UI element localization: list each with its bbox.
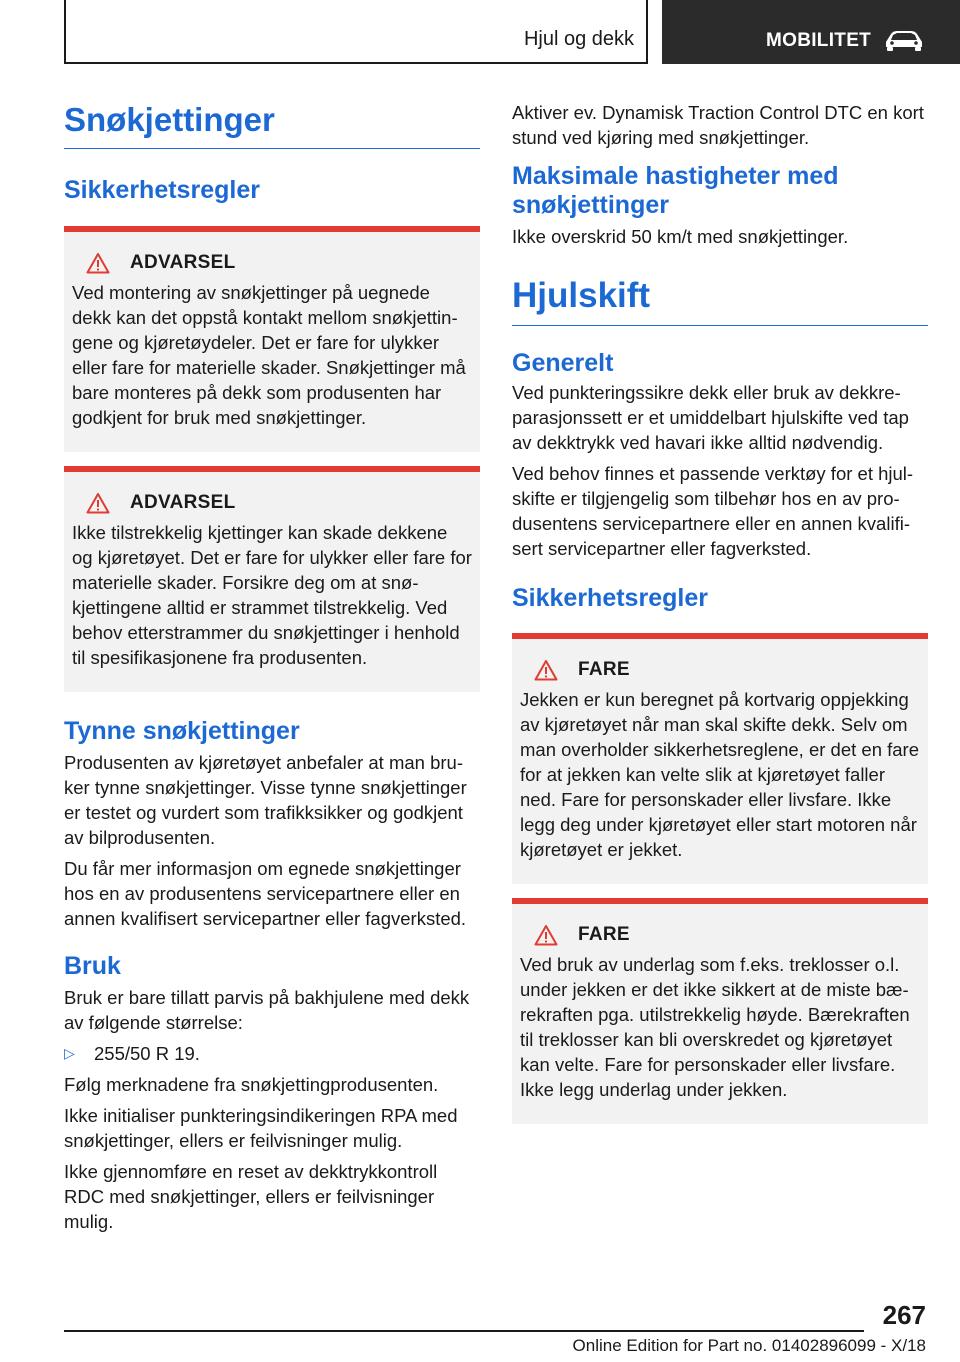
heading-thin-snow-chains: Tynne snøkjettinger (64, 716, 300, 745)
section-title-wheel-change: Hjulskift (512, 275, 928, 326)
paragraph: Ikke initialiser punkteringsindikeringen RPA med snøkjettinger, ellers er feilvisninger mulig. (64, 1104, 458, 1151)
paragraph: Ved behov finnes et passende verktøy for et hjulskifte er tilgjengelig som tilbehør hos en av produsentens servicepartnere eller en annen kvalifisert servicepartner eller fagverksted. (512, 463, 914, 559)
heading-max-speeds: Maksimale hastigheter med snøkjettinger (512, 162, 839, 219)
page-number: 267 (882, 1300, 926, 1330)
header-chapter-tab (662, 0, 960, 64)
paragraph: Du får mer informasjon om egnede snøkjettinger hos en av produsentens servicepartnere eller en annen kvalifisert servicepartner eller fagverksted. (64, 857, 467, 929)
footer-edition-text: Online Edition for Part no. 01402896099 - X/18 (572, 1336, 926, 1355)
warning-text: Ved montering av snøkjettinger på uegnede dekk kan det oppstå kontakt mellom snøkjettingene og kjøretøydeler. Det er fare for ulykker eller fare for materielle skader. Snøkjettinger må bare monteres på dekk som produsenten har godkjent for bruk med snøkjettinger. (72, 281, 466, 428)
danger-box-2 (512, 898, 928, 1124)
header-frame (64, 0, 648, 64)
danger-label: FARE (578, 924, 630, 945)
footer-divider (64, 1330, 864, 1332)
danger-box-1 (512, 633, 928, 884)
section-title-snow-chains: Snøkjettinger (64, 100, 480, 149)
paragraph: Produsenten av kjøretøyet anbefaler at man bruker tynne snøkjettinger. Visse tynne snøkjettinger er testet og vurdert som trafikksikker og godkjent av bilprodusenten. (64, 751, 467, 848)
warning-triangle-icon (86, 252, 110, 274)
warning-triangle-icon (534, 659, 558, 681)
list-item (64, 1041, 480, 1066)
heading-safety-rules: Sikkerhetsregler (64, 175, 260, 204)
paragraph: Ikke gjennomføre en reset av dekktrykkontroll RDC med snøkjettinger, ellers er feilvisninger mulig. (64, 1160, 438, 1232)
list-item-text: 255/50 R 19. (94, 1042, 200, 1064)
triangle-bullet-icon: ▷ (64, 1044, 75, 1061)
right-column (512, 100, 928, 1124)
heading-general: Generelt (512, 349, 614, 377)
paragraph: Aktiver ev. Dynamisk Traction Control DTC en kort stund ved kjøring med snøkjettinger. (512, 102, 924, 148)
paragraph: Bruk er bare tillatt parvis på bakhjulene med dekk av følgende størrelse: (64, 986, 470, 1033)
paragraph: Følg merknadene fra snøkjettingprodusenten. (64, 1073, 439, 1095)
warning-label: ADVARSEL (130, 491, 236, 513)
heading-use: Bruk (64, 951, 121, 980)
danger-text: Ved bruk av underlag som f.eks. treklosser o.l. under jekken er det ikke sikkert at de miste bærekraften pga. utilstrekkelig høyde. Bærekraften til treklosser kan bli overskredet og kjøretøyet kan velte. Fare for personskader eller livsfare. Ikke legg underlag under jekken. (520, 954, 910, 1100)
danger-label: FARE (578, 659, 630, 680)
heading-safety-rules: Sikkerhetsregler (512, 584, 708, 612)
warning-triangle-icon (86, 492, 110, 514)
paragraph: Ikke overskrid 50 km/t med snøkjettinger. (512, 226, 849, 247)
left-column (64, 100, 480, 1234)
paragraph: Ved punkteringssikre dekk eller bruk av dekkreparasjonssett er et umiddelbart hjulskifte ved tap av dekktrykk ved havari ikke alltid nødvendig. (512, 382, 909, 453)
danger-text: Jekken er kun beregnet på kortvarig oppjekking av kjøretøyet når man skal skifte dekk. Selv om man overholder sikkerhetsreglene, er det en fare for at jekken kan velte slik at kjøretøyet faller ned. Fare for personskader eller livsfare. Ikke legg deg under kjøretøyet eller start motoren når kjøretøyet er jekket. (520, 689, 919, 860)
warning-triangle-icon (534, 924, 558, 946)
car-icon (882, 28, 926, 52)
warning-label: ADVARSEL (130, 251, 236, 273)
header-section-title: Hjul og dekk (523, 28, 634, 50)
header-chapter-label: MOBILITET (766, 30, 872, 51)
warning-box-2 (64, 466, 480, 692)
warning-box-1 (64, 226, 480, 452)
warning-text: Ikke tilstrekkelig kjettinger kan skade dekkene og kjøretøyet. Det er fare for ulykker eller fare for materielle skader. Forsikre deg om at snøkjettingene alltid er strammet tilstrekkelig. Ved behov etterstrammer du snøkjettinger i henhold til spesifikasjonene fra produsenten. (72, 521, 472, 668)
